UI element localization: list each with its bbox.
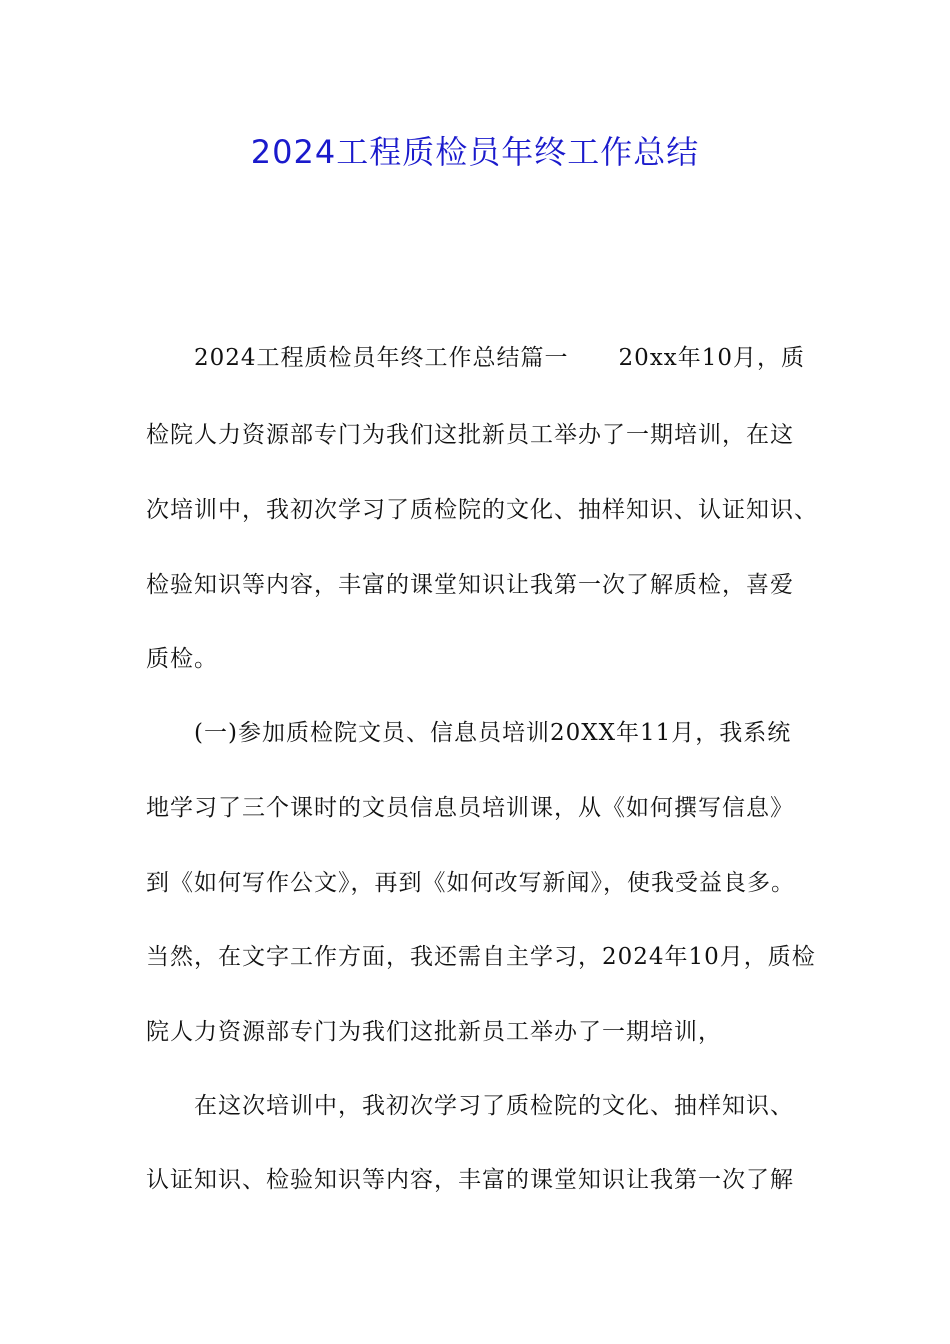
paragraph-1-line-4: 检验知识等内容，丰富的课堂知识让我第一次了解质检，喜爱 bbox=[146, 572, 794, 598]
paragraph-2-line-2: 地学习了三个课时的文员信息员培训课，从《如何撰写信息》 bbox=[146, 795, 794, 821]
paragraph-2-line-3: 到《如何写作公文》，再到《如何改写新闻》，使我受益良多。 bbox=[146, 870, 795, 896]
paragraph-2-line-4: 当然，在文字工作方面，我还需自主学习，2024年10月，质检 bbox=[146, 944, 816, 970]
paragraph-1-line-1 bbox=[194, 341, 884, 375]
paragraph-1-line-3: 次培训中，我初次学习了质检院的文化、抽样知识、认证知识、 bbox=[146, 497, 818, 523]
paragraph-1-line-5: 质检。 bbox=[146, 646, 218, 672]
paragraph-2-line-5: 院人力资源部专门为我们这批新员工举办了一期培训， bbox=[146, 1019, 722, 1045]
paragraph-1-line-2: 检院人力资源部专门为我们这批新员工举办了一期培训，在这 bbox=[146, 422, 794, 448]
document-title: 2024工程质检员年终工作总结 bbox=[250, 133, 700, 171]
paragraph-1-lead: 2024工程质检员年终工作总结篇一 bbox=[194, 345, 569, 371]
paragraph-3-line-2: 认证知识、检验知识等内容，丰富的课堂知识让我第一次了解 bbox=[146, 1167, 794, 1193]
paragraph-3-line-1: 在这次培训中，我初次学习了质检院的文化、抽样知识、 bbox=[194, 1093, 794, 1119]
paragraph-2-line-1: (一)参加质检院文员、信息员培训20XX年11月，我系统 bbox=[194, 720, 792, 746]
paragraph-1-lead-tail: 20xx年10月，质 bbox=[618, 345, 806, 371]
